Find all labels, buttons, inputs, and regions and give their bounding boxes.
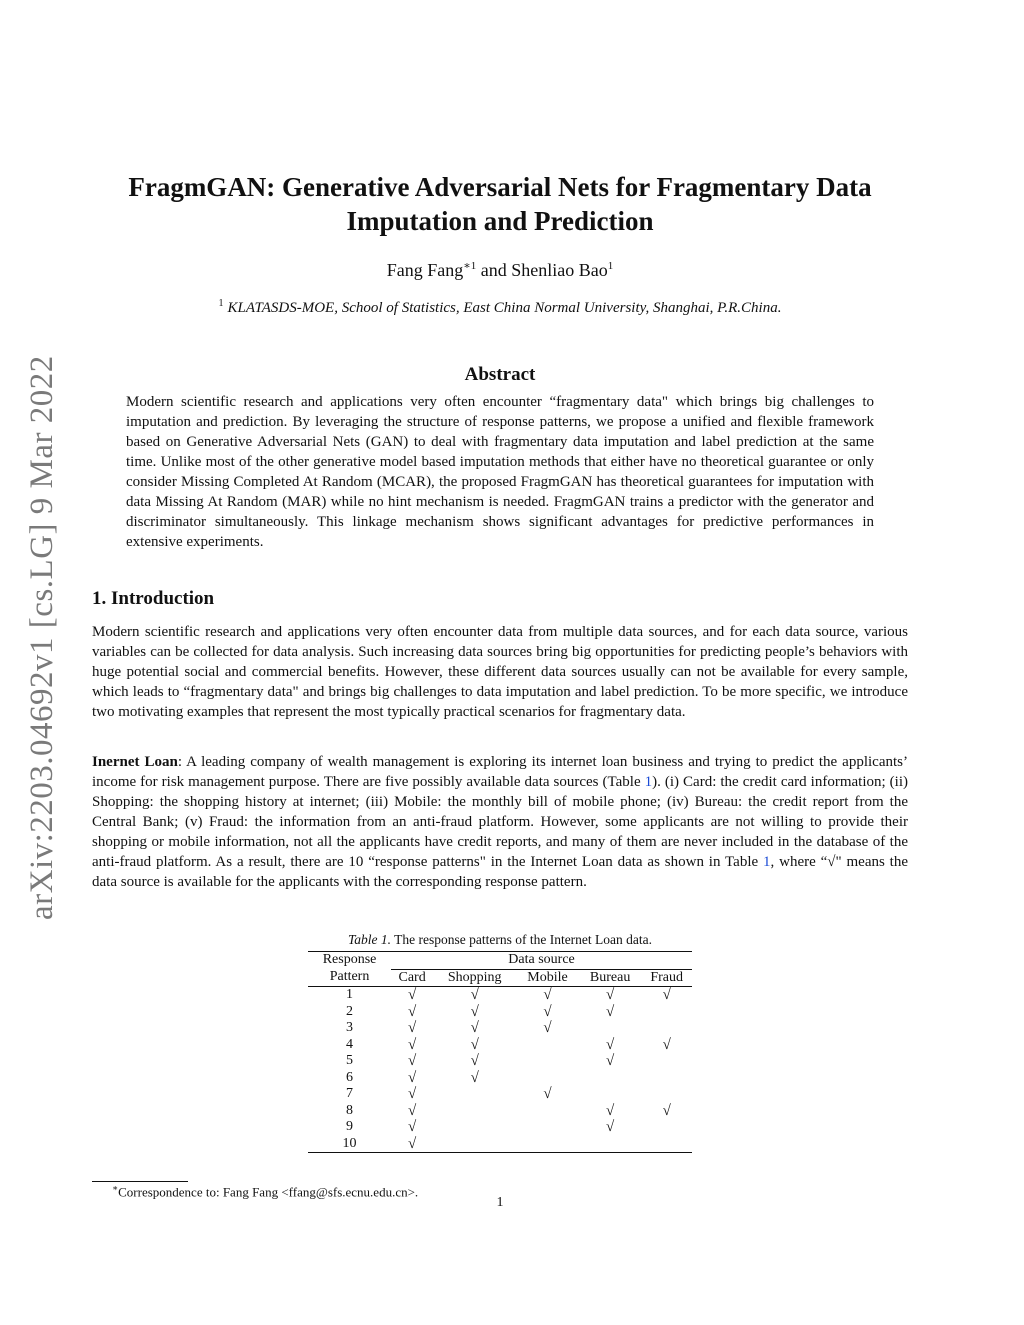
check-cell: [516, 1070, 579, 1087]
arxiv-stamp: arXiv:2203.04692v1 [cs.LG] 9 Mar 2022: [24, 355, 60, 920]
page-number: 1: [496, 1195, 504, 1210]
check-cell: [579, 1136, 642, 1153]
check-cell: √: [407, 1020, 417, 1036]
check-cell: √: [407, 1036, 417, 1053]
title-line-1: FragmGAN: Generative Adversarial Nets for Fragmentary Data: [128, 172, 872, 202]
para2-part-c: , where “√" means the data source is available for the applicants with the corresponding response pattern.: [92, 854, 908, 890]
check-cell: √: [605, 1053, 615, 1069]
pattern-number: 5: [346, 1053, 354, 1068]
check-cell: [641, 1004, 692, 1021]
header-pattern: Pattern: [308, 969, 391, 987]
check-cell: √: [605, 1102, 615, 1119]
table-row: [308, 987, 692, 1004]
check-cell: [641, 1086, 692, 1103]
check-cell: [516, 1119, 579, 1136]
check-cell: √: [407, 1053, 417, 1069]
check-cell: [641, 1070, 692, 1087]
check-cell: √: [543, 1003, 552, 1020]
table-row: [308, 1103, 692, 1120]
header-col-shopping: Shopping: [433, 969, 516, 987]
pattern-number: 1: [346, 987, 354, 1002]
pattern-number: 9: [346, 1119, 354, 1134]
author-2-sup: 1: [607, 260, 614, 272]
author-1-sup: ∗1: [463, 260, 477, 272]
check-cell: √: [543, 987, 552, 1003]
check-cell: √: [470, 1069, 479, 1086]
check-cell: [433, 1136, 516, 1153]
intro-paragraph-1: Modern scientific research and applications very often encounter data from multiple data sources, and for each data source, various variables can be collected for data analysis. Such increasing data sources bring big opportunities for predicting people’s behaviors with huge potential social and commercial benefits. However, these different data sources usually can not be available for every sample, which leads to “fragmentary data" and brings big challenges to data imputation and label prediction. To be more specific, we introduce two motivating examples that represent the most typically practical scenarios for fragmentary data.: [92, 624, 908, 720]
check-cell: √: [470, 1036, 479, 1053]
table-caption-text: The response patterns of the Internet Loan data.: [394, 932, 653, 947]
table-row: [308, 1119, 692, 1136]
check-cell: √: [407, 1102, 417, 1119]
header-col-bureau: Bureau: [579, 969, 642, 987]
authors: [80, 259, 920, 281]
table-ref-link[interactable]: 1: [644, 774, 653, 790]
check-cell: √: [605, 1036, 615, 1053]
header-col-mobile: Mobile: [516, 969, 579, 987]
check-cell: √: [605, 987, 615, 1003]
check-cell: √: [662, 1036, 671, 1053]
affiliation: [80, 298, 920, 317]
check-cell: √: [470, 1053, 479, 1069]
check-cell: √: [470, 1003, 479, 1020]
pattern-number: 2: [346, 1003, 354, 1019]
affiliation-text: KLATASDS-MOE, School of Statistics, East China Normal University, Shanghai, P.R.China.: [227, 300, 782, 316]
table-1: [308, 932, 692, 1153]
check-cell: √: [391, 1136, 433, 1153]
pattern-number: 10: [308, 1136, 391, 1153]
table-row: [308, 1004, 692, 1021]
check-cell: √: [662, 987, 671, 1003]
pattern-number: 8: [346, 1102, 354, 1118]
check-cell: [516, 1053, 579, 1070]
check-cell: [579, 1070, 642, 1087]
pattern-number: 4: [346, 1036, 354, 1052]
check-cell: √: [407, 1069, 417, 1086]
check-cell: [641, 1136, 692, 1153]
check-cell: √: [662, 1102, 671, 1119]
runin-heading: Inernet Loan: [92, 754, 178, 770]
para2-part-b: ). (i) Card: the credit card information; (ii) Shopping: the shopping history at internet; (iii) Mobile: the monthly bill of mobile phone; (iv) Bureau: the credit report from the Central Bank; (v) Fraud: the information from an anti-fraud platform. However, some applicants are not willing to provide their shopping or mobile information, not all the applicants have credit reports, and many of them are never included in the database of the anti-fraud platform. As a result, there are 10 “response patterns" in the Internet Loan data as shown in Table: [92, 774, 908, 870]
check-cell: √: [407, 1119, 417, 1135]
check-cell: √: [605, 1119, 615, 1135]
check-cell: [579, 1020, 642, 1037]
check-cell: √: [543, 1086, 552, 1102]
check-cell: [433, 1086, 516, 1103]
table-row: [308, 1086, 692, 1103]
check-cell: [641, 1020, 692, 1037]
table-ref-link[interactable]: 1: [763, 854, 771, 870]
footnote-divider: [92, 1181, 188, 1182]
check-cell: [516, 1103, 579, 1120]
table-row: [308, 1037, 692, 1054]
check-cell: √: [407, 1003, 417, 1020]
table-row: [308, 1136, 692, 1153]
header-data-source: Data source: [391, 952, 692, 970]
author-1: Fang Fang: [386, 260, 464, 280]
pattern-number: 6: [346, 1069, 354, 1085]
check-cell: [579, 1086, 642, 1103]
abstract-heading: Abstract: [464, 364, 536, 385]
check-cell: √: [470, 1020, 479, 1036]
table-row: [308, 1020, 692, 1037]
check-cell: √: [605, 1003, 615, 1020]
check-cell: [516, 1037, 579, 1054]
check-cell: √: [407, 1086, 417, 1102]
table-row: [308, 1053, 692, 1070]
check-cell: √: [470, 987, 479, 1003]
check-cell: √: [407, 987, 417, 1003]
response-patterns-table: [308, 951, 692, 1153]
footnote-sup: ∗: [112, 1183, 119, 1193]
check-cell: [516, 1136, 579, 1153]
header-response: Response: [308, 952, 391, 970]
table-caption: [308, 932, 692, 948]
intro-paragraph-2: [92, 752, 908, 892]
header-col-fraud: Fraud: [641, 969, 692, 987]
paper-title: [80, 170, 920, 238]
author-2: Shenliao Bao: [511, 260, 608, 280]
table-caption-label: Table 1.: [347, 932, 391, 947]
header-col-card: Card: [391, 969, 433, 987]
check-cell: [433, 1119, 516, 1136]
table-row: [308, 1070, 692, 1087]
table-body: [308, 987, 692, 1153]
authors-and: and: [480, 260, 507, 280]
affiliation-sup: 1: [218, 298, 224, 309]
check-cell: [433, 1103, 516, 1120]
footnote-text: Correspondence to: Fang Fang <ffang@sfs.ecnu.edu.cn>.: [118, 1184, 419, 1200]
section-heading-introduction: 1. Introduction: [92, 588, 215, 609]
check-cell: [641, 1053, 692, 1070]
abstract-text: Modern scientific research and applications very often encounter “fragmentary data" which brings big challenges to imputation and prediction. By leveraging the structure of response patterns, we propose a unified and flexible framework based on Generative Adversarial Nets (GAN) to deal with fragmentary data imputation and label prediction at the same time. Unlike most of the other generative model based imputation methods that either have no theoretical guarantee or only consider Missing Completed At Random (MCAR), the proposed FragmGAN has theoretical guarantees for imputation with data Missing At Random (MAR) while no hint mechanism is needed. FragmGAN trains a predictor with the generator and discriminator simultaneously. This linkage mechanism shows significant advantages for predictive performances in extensive experiments.: [126, 394, 874, 550]
check-cell: √: [543, 1020, 552, 1036]
check-cell: [641, 1119, 692, 1136]
pattern-number: 3: [346, 1020, 354, 1035]
pattern-number: 7: [346, 1086, 354, 1101]
title-line-2: Imputation and Prediction: [346, 206, 654, 236]
para2-part-a: : A leading company of wealth management is exploring its internet loan business and trying to predict the applicants’ income for risk management purpose. There are five possibly available data sources (Table: [92, 754, 908, 790]
